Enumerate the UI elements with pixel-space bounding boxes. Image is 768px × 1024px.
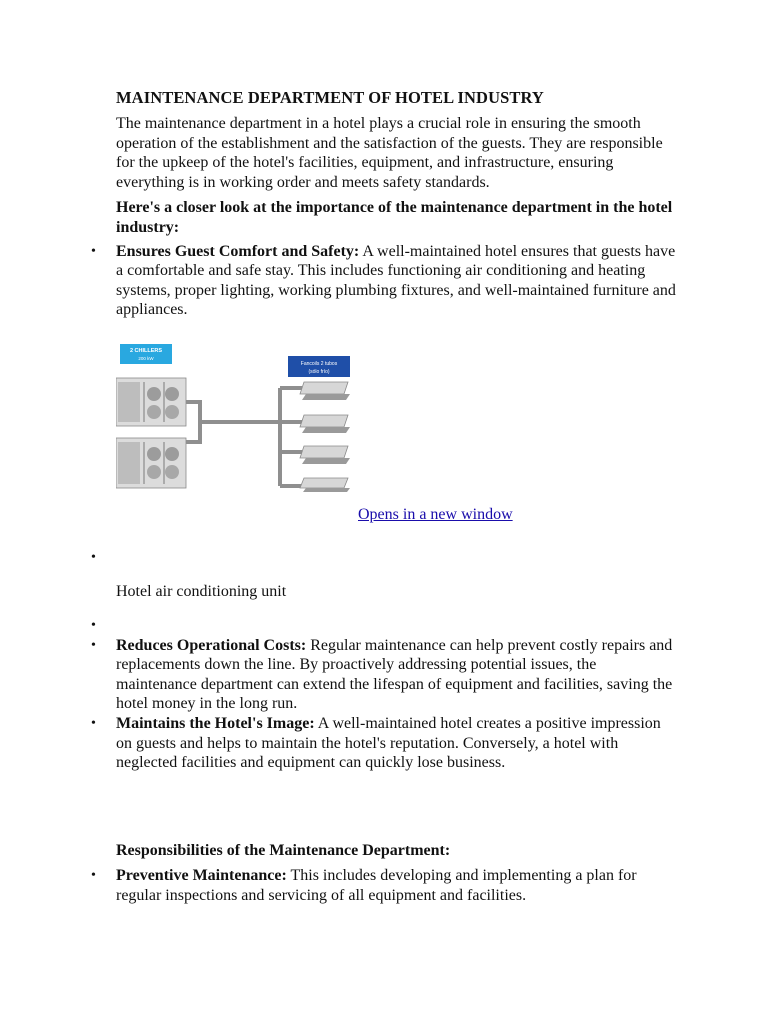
- bullet-term: Maintains the Hotel's Image:: [116, 714, 315, 732]
- document-title: MAINTENANCE DEPARTMENT OF HOTEL INDUSTRY: [116, 88, 544, 107]
- bullet-text: This includes developing and implementing a plan for regular inspections and servicing of all equipment and facilities.: [116, 867, 637, 904]
- importance-list: [116, 242, 676, 320]
- list-item-empty: [116, 548, 676, 568]
- list-item-empty: [116, 616, 676, 636]
- list-item-guest-comfort: [116, 242, 676, 320]
- piping-lines: [186, 388, 302, 486]
- bullet-term: Preventive Maintenance:: [116, 867, 287, 885]
- fancoil-units: [300, 382, 350, 492]
- opens-in-new-window-link[interactable]: Opens in a new window: [358, 505, 513, 523]
- list-item-preventive-maintenance: [116, 866, 676, 905]
- bullet-text: Regular maintenance can help prevent costly repairs and replacements down the line. By proactively addressing potential issues, the maintenance department can extend the lifespan of equipment and facilities, saving the hotel money in the long run.: [116, 636, 673, 713]
- figure-caption: Hotel air conditioning unit: [116, 582, 287, 600]
- chillers-label-line2: 200 kW: [138, 355, 154, 361]
- figure-bullets: [116, 548, 676, 568]
- list-item-operational-costs: [116, 636, 676, 714]
- bullet-term: Reduces Operational Costs:: [116, 636, 307, 654]
- chillers-label-line1: 2 CHILLERS: [129, 347, 163, 354]
- list-item-hotel-image: [116, 714, 676, 773]
- intro-paragraph: The maintenance department in a hotel plays a crucial role in ensuring the smooth operation of the establishment and the satisfaction of the guests. They are responsible for the upkeep of the hotel's facilities, equipment, and infrastructure, ensuring everything is in working order and meets safety standards.: [116, 115, 663, 191]
- responsibilities-heading: Responsibilities of the Maintenance Department:: [116, 841, 451, 859]
- bullet-text: A well-maintained hotel creates a positive impression on guests and helps to maintain the hotel's reputation. Conversely, a hotel with neglected facilities and equipment can quickly lose business.: [116, 714, 661, 772]
- hvac-diagram-image[interactable]: [116, 342, 356, 494]
- chiller-unit-top: [116, 378, 186, 426]
- chiller-unit-bottom: [116, 438, 186, 488]
- importance-list-continued: [116, 616, 676, 773]
- fancoils-label-line1: Fancoils 2 tubos: [300, 360, 338, 367]
- bullet-term: Ensures Guest Comfort and Safety:: [116, 242, 360, 260]
- bullet-text: A well-maintained hotel ensures that guests have a comfortable and safe stay. This includes functioning air conditioning and heating systems, proper lighting, working plumbing fixtures, and well-maintained furniture and appliances.: [116, 242, 676, 319]
- fancoils-label-line2: (sólo frío): [308, 368, 330, 375]
- lead-paragraph: Here's a closer look at the importance of the maintenance department in the hotel industry:: [116, 199, 673, 236]
- responsibilities-list: [116, 866, 676, 905]
- hvac-figure: [116, 342, 676, 546]
- chillers-label-box: [120, 344, 172, 364]
- document-page: [116, 88, 676, 905]
